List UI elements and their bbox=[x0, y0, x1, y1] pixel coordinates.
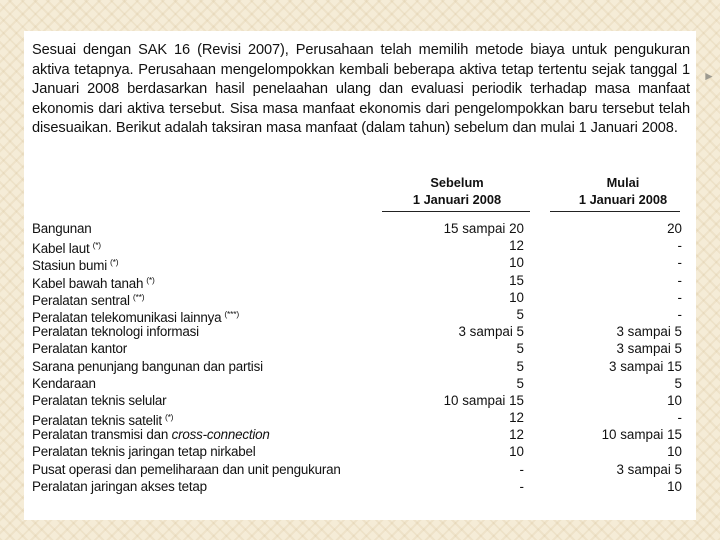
column-header-before bbox=[382, 174, 532, 208]
table-row bbox=[32, 272, 682, 289]
intro-paragraph: Sesuai dengan SAK 16 (Revisi 2007), Perusahaan telah memilih metode biaya untuk pengukuran aktiva tetapnya. Perusahaan mengelompokkan kembali beberapa aktiva tetap tertentu sejak tanggal 1 Januari 2008 berdasarkan hasil penelaahan ulang dan evaluasi periodik terhadap masa manfaat ekonomis dari aktiva tersebut. Sisa masa manfaat ekonomis dari pengelompokkan baru tersebut telah disesuaikan. Berikut adalah taksiran masa manfaat (dalam tahun) sebelum dan mulai 1 Januari 2008. bbox=[32, 42, 690, 137]
asset-label-text: Peralatan jaringan akses tetap bbox=[32, 478, 207, 494]
asset-label bbox=[32, 340, 127, 357]
value-after: 3 sampai 5 bbox=[616, 341, 682, 357]
header-underline-before bbox=[382, 211, 530, 212]
table-row bbox=[32, 323, 682, 340]
value-after: 5 bbox=[674, 375, 682, 391]
asset-label-italic: cross-connection bbox=[171, 427, 270, 443]
asset-label-text: Peralatan teknis satelit bbox=[32, 413, 162, 429]
value-after: 3 sampai 15 bbox=[609, 358, 682, 374]
value-before: 5 bbox=[516, 358, 524, 374]
column-header-after-line1: Mulai bbox=[606, 175, 640, 190]
value-before: 5 bbox=[516, 375, 524, 391]
asset-label-text: Stasiun bumi bbox=[32, 258, 108, 274]
value-after: - bbox=[677, 289, 682, 305]
column-header-before-line1: Sebelum bbox=[430, 175, 484, 190]
value-after: - bbox=[677, 238, 682, 254]
asset-label-text: Peralatan teknologi informasi bbox=[32, 324, 199, 340]
table-row bbox=[32, 237, 682, 257]
table-row bbox=[32, 375, 682, 392]
table-row bbox=[32, 254, 682, 274]
table-row bbox=[32, 220, 682, 237]
table-row bbox=[32, 306, 682, 323]
asset-label-text: Peralatan transmisi dan bbox=[32, 427, 172, 443]
value-after: - bbox=[677, 255, 682, 271]
asset-label bbox=[32, 461, 341, 478]
value-before: 10 bbox=[509, 444, 524, 460]
asset-label bbox=[32, 478, 207, 495]
asset-label-text: Kendaraan bbox=[32, 375, 96, 391]
value-before: - bbox=[519, 461, 524, 477]
value-after: 10 bbox=[667, 478, 682, 494]
value-before: 12 bbox=[509, 427, 524, 443]
footnote-marker: (*) bbox=[164, 412, 174, 423]
value-before: 3 sampai 5 bbox=[458, 324, 524, 340]
value-after: 3 sampai 5 bbox=[616, 461, 682, 477]
value-before: 5 bbox=[516, 341, 524, 357]
asset-label bbox=[32, 443, 256, 460]
table-row bbox=[32, 461, 682, 478]
asset-label bbox=[32, 375, 96, 392]
header-underline-after bbox=[550, 211, 680, 212]
value-before: 10 bbox=[509, 289, 524, 305]
value-before: 12 bbox=[509, 410, 524, 426]
value-after: 10 bbox=[667, 392, 682, 408]
asset-label-text: Peralatan sentral bbox=[32, 292, 130, 308]
value-after: - bbox=[677, 272, 682, 288]
asset-label-text: Peralatan kantor bbox=[32, 341, 128, 357]
footnote-marker: (*) bbox=[92, 240, 101, 251]
table-row bbox=[32, 409, 682, 429]
asset-label bbox=[32, 426, 270, 443]
asset-label-text: Sarana penunjang bangunan dan partisi bbox=[32, 358, 263, 374]
footnote-marker: (*) bbox=[146, 274, 155, 285]
value-after: 10 sampai 15 bbox=[601, 427, 682, 443]
asset-label-text: Peralatan teknis selular bbox=[32, 392, 167, 408]
value-before: 15 sampai 20 bbox=[443, 221, 524, 236]
document-page bbox=[24, 31, 696, 520]
column-header-after bbox=[548, 174, 698, 208]
asset-label-text: Peralatan telekomunikasi lainnya bbox=[32, 309, 222, 325]
asset-label-text: Pusat operasi dan pemeliharaan dan unit pengukuran bbox=[32, 461, 341, 477]
value-before: 15 bbox=[509, 272, 524, 288]
column-header-before-line2: 1 Januari 2008 bbox=[412, 192, 502, 207]
asset-label-text: Bangunan bbox=[32, 221, 92, 236]
useful-life-table bbox=[32, 220, 682, 495]
value-before: 10 bbox=[509, 255, 524, 271]
table-row bbox=[32, 392, 682, 409]
table-row bbox=[32, 358, 682, 375]
value-after: - bbox=[677, 410, 682, 426]
table-row bbox=[32, 443, 682, 460]
footnote-marker: (**) bbox=[132, 291, 145, 302]
column-header-after-line2: 1 Januari 2008 bbox=[578, 192, 668, 207]
nav-arrow-icon[interactable]: ► bbox=[703, 69, 715, 83]
value-after: 20 bbox=[667, 221, 682, 236]
footnote-marker: (***) bbox=[224, 308, 239, 319]
asset-label-text: Peralatan teknis jaringan tetap nirkabel bbox=[32, 444, 256, 460]
value-after: - bbox=[677, 306, 682, 322]
value-after: 10 bbox=[667, 444, 682, 460]
value-before: 10 sampai 15 bbox=[443, 392, 524, 408]
table-row bbox=[32, 426, 682, 443]
asset-label-text: Kabel bawah tanah bbox=[32, 275, 144, 291]
asset-label bbox=[32, 323, 199, 340]
footnote-marker: (*) bbox=[110, 257, 119, 268]
table-row bbox=[32, 340, 682, 357]
value-after: 3 sampai 5 bbox=[616, 324, 682, 340]
asset-label bbox=[32, 220, 91, 237]
asset-label-text: Kabel laut bbox=[32, 241, 90, 257]
value-before: - bbox=[519, 478, 524, 494]
value-before: 12 bbox=[509, 238, 524, 254]
value-before: 5 bbox=[516, 306, 524, 322]
table-row bbox=[32, 478, 682, 495]
asset-label bbox=[32, 392, 166, 409]
table-row bbox=[32, 289, 682, 306]
asset-label bbox=[32, 358, 263, 375]
